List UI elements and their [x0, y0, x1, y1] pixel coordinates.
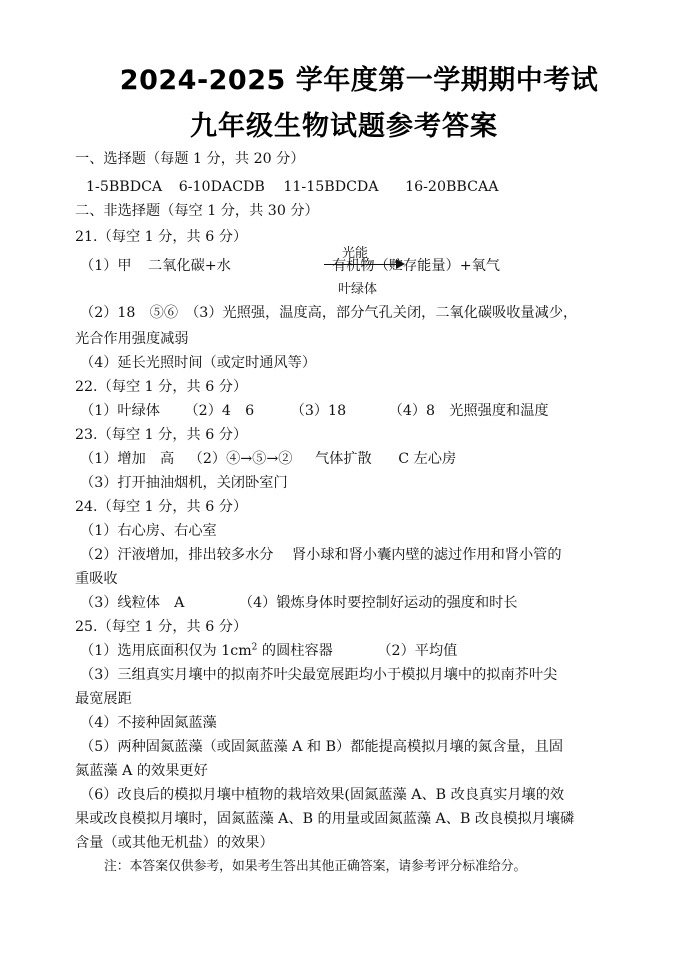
- q22-a4: （4）8 光照强度和温度: [388, 403, 549, 419]
- answer-11-15: 11-15BDCDA: [283, 179, 379, 195]
- q25-line1: [80, 642, 457, 660]
- reactants: 二氧化碳+水: [148, 258, 231, 274]
- arrow-condition-light: 光能: [342, 246, 369, 261]
- q25-line7: （6）改良后的模拟月壤中植物的栽培效果(固氮蓝藻 A、B 改良真实月壤的效: [80, 787, 565, 803]
- q25-line8: 果或改良模拟月壤时，固氮蓝藻 A、B 的用量或固氮蓝藻 A、B 改良模拟月壤磷: [75, 811, 575, 827]
- q22-heading: 22.（每空 1 分，共 6 分）: [75, 379, 248, 395]
- products: 有机物（贮存能量）+氧气: [332, 258, 500, 274]
- q25-line1a: （1）选用底面积仅为 1cm: [80, 643, 252, 659]
- q24-line2: [80, 546, 562, 564]
- q23-answers: [80, 450, 456, 468]
- q22-a3: （3）18: [290, 403, 347, 419]
- answer-1-5: 1-5BBDCA: [86, 179, 163, 195]
- q25-line1c: （2）平均值: [377, 643, 458, 659]
- q25-line2: （3）三组真实月壤中的拟南芥叶尖最宽展距均小于模拟月壤中的拟南芥叶尖: [80, 667, 558, 683]
- q21-line3: 光合作用强度减弱: [75, 331, 189, 347]
- answer-16-20: 16-20BBCAA: [405, 179, 499, 195]
- q21-heading: 21.（每空 1 分，共 6 分）: [75, 229, 248, 245]
- q24-line3: 重吸收: [75, 571, 118, 587]
- q24-line2a: （2）汗液增加，排出较多水分: [80, 547, 274, 563]
- q24-line2b: 肾小球和肾小囊内壁的滤过作用和肾小管的: [291, 547, 562, 563]
- q25-line5: （5）两种固氮蓝藻（或固氮蓝藻 A 和 B）都能提高模拟月壤的氮含量，且固: [80, 739, 564, 755]
- q23-line2: （3）打开抽油烟机，关闭卧室门: [80, 475, 288, 491]
- footnote: 注：本答案仅供参考，如果考生答出其他正确答案，请参考评分标准给分。: [104, 859, 527, 874]
- q25-line1b: 的圆柱容器: [257, 643, 333, 659]
- q24-line1: （1）右心房、右心室: [80, 523, 217, 539]
- q23-a3: 气体扩散: [314, 451, 372, 467]
- q25-line6: 氮蓝藻 A 的效果更好: [75, 763, 208, 779]
- q25-line4: （4）不接种固氮蓝藻: [80, 715, 217, 731]
- section1-heading: 一、选择题（每题 1 分，共 20 分）: [75, 151, 305, 167]
- section2-heading: 二、非选择题（每空 1 分，共 30 分）: [75, 203, 319, 219]
- q23-a1: （1）增加 高: [80, 451, 175, 467]
- exam-subtitle: 九年级生物试题参考答案: [190, 111, 498, 142]
- q25-heading: 25.（每空 1 分，共 6 分）: [75, 619, 248, 635]
- arrow-condition-chloroplast: 叶绿体: [338, 282, 378, 297]
- q23-a4: C 左心房: [398, 451, 457, 467]
- q21-line2: （2）18 ⑤⑥ （3）光照强，温度高，部分气孔关闭，二氧化碳吸收量减少，: [80, 305, 578, 321]
- q24-line4a: （3）线粒体 A: [80, 595, 185, 611]
- choice-answers: [86, 178, 498, 196]
- q22-a1: （1）叶绿体: [80, 403, 160, 419]
- q22-a2: （2）4 6: [184, 403, 255, 419]
- q22-answers: [80, 402, 549, 420]
- answer-6-10: 6-10DACDB: [178, 179, 265, 195]
- q23-heading: 23.（每空 1 分，共 6 分）: [75, 427, 248, 443]
- q21-label: （1）甲: [80, 258, 132, 274]
- exam-title: 2024-2025 学年度第一学期期中考试: [119, 65, 599, 96]
- q24-heading: 24.（每空 1 分，共 6 分）: [75, 499, 248, 515]
- q25-line9: 含量（或其他无机盐）的效果）: [75, 835, 274, 851]
- q21-line4: （4）延长光照时间（或定时通风等）: [80, 355, 317, 371]
- q23-a2: （2）④→⑤→②: [188, 451, 293, 467]
- q24-line4b: （4）锻炼身体时要控制好运动的强度和时长: [238, 595, 518, 611]
- q25-line3: 最宽展距: [75, 691, 132, 707]
- q25-line1-superscript: 2: [251, 642, 258, 653]
- q24-line4: [80, 594, 518, 612]
